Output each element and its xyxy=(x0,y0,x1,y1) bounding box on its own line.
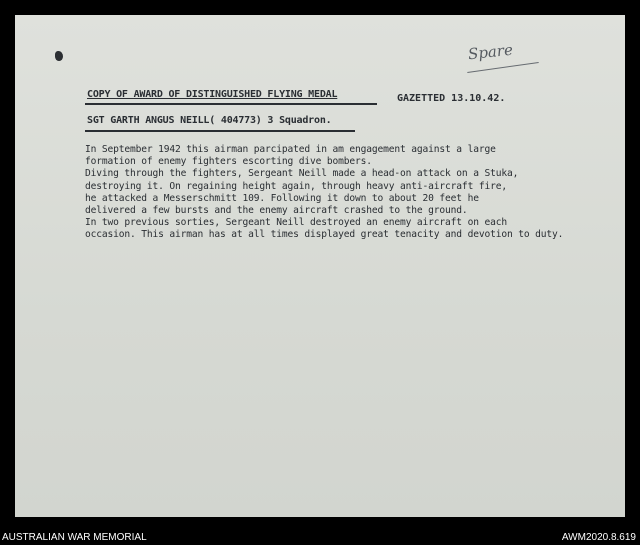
citation-line: he attacked a Messerschmitt 109. Following it down to about 20 feet he xyxy=(85,192,479,204)
institution-label: AUSTRALIAN WAR MEMORIAL xyxy=(2,532,147,543)
citation-line: delivered a few bursts and the enemy aircraft crashed to the ground. xyxy=(85,205,468,217)
title-underline xyxy=(85,103,377,105)
ink-mark xyxy=(55,51,63,61)
accession-number: AWM2020.8.619 xyxy=(561,532,636,543)
recipient-underline xyxy=(85,130,355,132)
citation-line: In September 1942 this airman parcipated in am engagement against a large xyxy=(85,144,496,155)
document-page xyxy=(15,15,625,517)
archive-footer xyxy=(0,531,640,545)
citation-line: In two previous sorties, Sergeant Neill destroyed an enemy aircraft on each xyxy=(85,217,507,229)
recipient-line: SGT GARTH ANGUS NEILL( 404773) 3 Squadron. xyxy=(87,115,332,126)
citation-line: formation of enemy fighters escorting dive bombers. xyxy=(85,156,372,168)
citation-line: destroying it. On regaining height again, through heavy anti-aircraft fire, xyxy=(85,180,507,192)
award-title: COPY OF AWARD OF DISTINGUISHED FLYING MEDAL xyxy=(87,89,338,100)
handwritten-underline xyxy=(467,62,538,73)
gazetted-date: GAZETTED 13.10.42. xyxy=(397,93,506,104)
citation-line: occasion. This airman has at all times displayed great tenacity and devotion to duty. xyxy=(85,229,564,241)
citation-text xyxy=(85,144,625,242)
handwritten-note: Spare xyxy=(467,40,514,64)
citation-line: Diving through the fighters, Sergeant Neill made a head-on attack on a Stuka, xyxy=(85,168,519,180)
